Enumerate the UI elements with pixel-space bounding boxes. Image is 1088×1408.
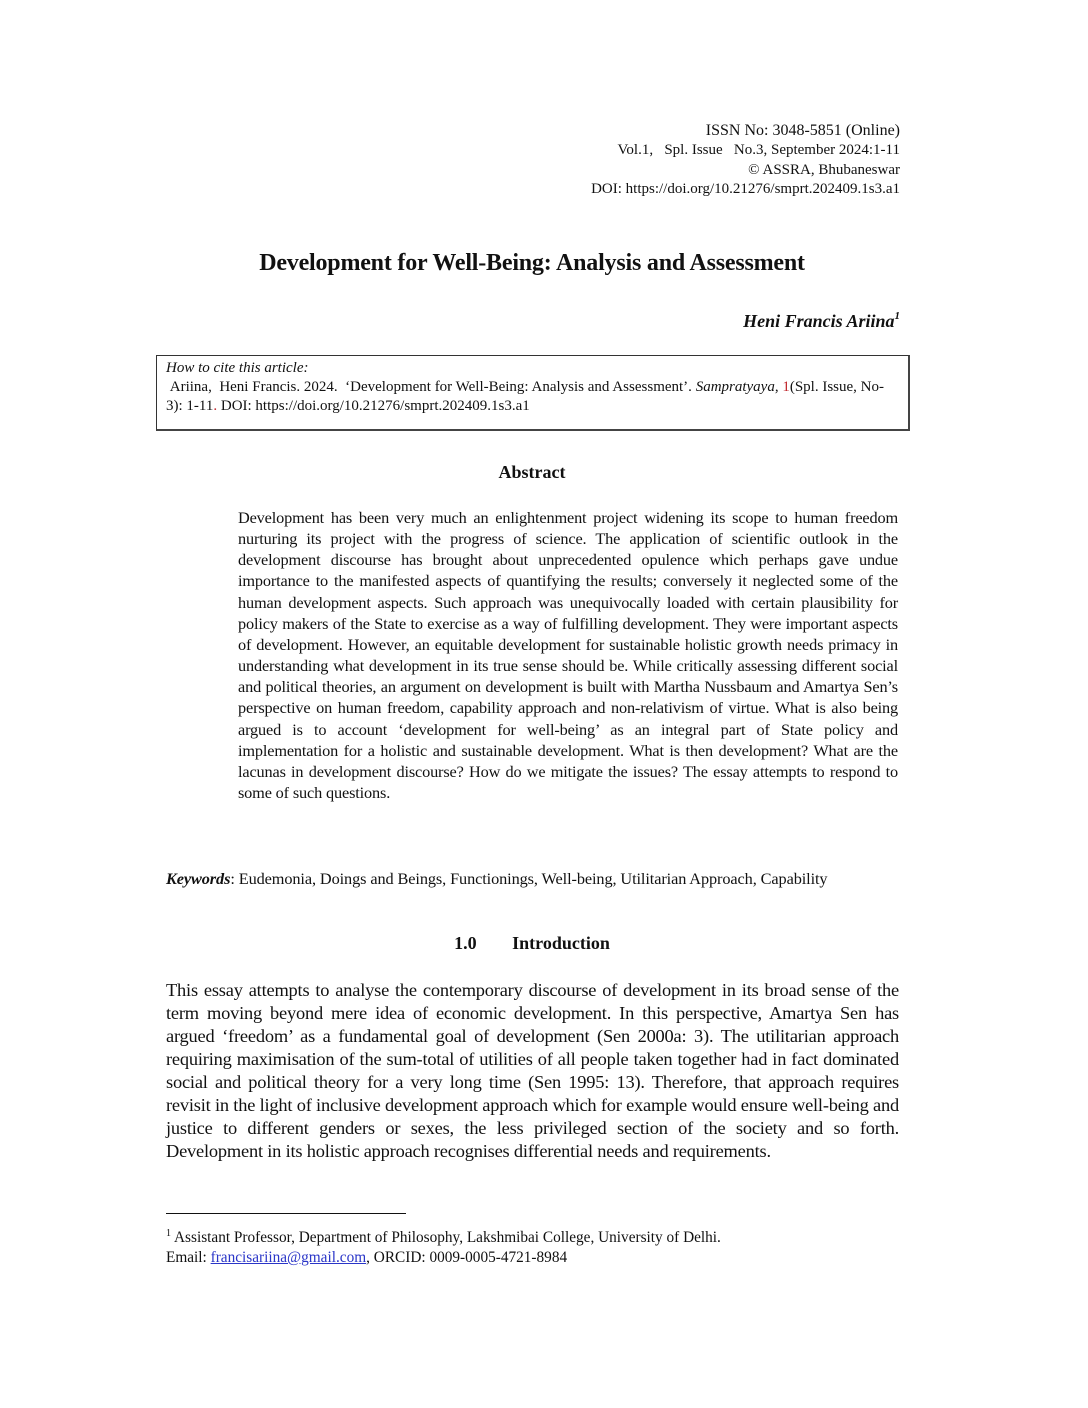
orcid: , ORCID: 0009-0005-4721-8984 [366, 1249, 568, 1266]
citation-box [156, 355, 910, 431]
citation-doi: DOI: https://doi.org/10.21276/smprt.202409.1s3.a1 [217, 398, 530, 414]
email-link[interactable]: francisariina@gmail.com [210, 1249, 367, 1266]
footnote [166, 1224, 906, 1268]
citation-journal: Sampratyaya [695, 379, 775, 395]
footnote-contact-line [166, 1248, 906, 1268]
citation-authors-title: Ariina, Heni Francis. 2024. ‘Development for Well-Being: Analysis and Assessment’. [166, 379, 696, 395]
citation-red-period: . [213, 398, 218, 414]
citation-comma: , [774, 379, 783, 395]
introduction-body: This essay attempts to analyse the contemporary discourse of development in its broad sense of the term moving beyond mere idea of economic development. In this perspective, Amartya Sen has argued ‘freedom’ as a fundamental goal of development (Sen 2000a: 3). The utilitarian approach requiring maximisation of the sum-total of utilities of all people taken together had in fact dominated social and political theory for a very long time (Sen 1995: 13). Therefore, that approach requires revisit in the light of inclusive development approach which for example would ensure well-being and justice to different genders or sexes, the less privileged section of the society and so forth. Development in its holistic approach recognises differential needs and requirements. [166, 980, 899, 1161]
author-footnote-marker[interactable]: 1 [894, 310, 900, 322]
volume-issue: Vol.1, Spl. Issue No.3, September 2024:1-11 [617, 142, 900, 158]
footnote-affiliation-line [166, 1224, 906, 1248]
publisher: © ASSRA, Bhubaneswar [748, 161, 900, 178]
keywords [166, 868, 899, 890]
keywords-list: Eudemonia, Doings and Beings, Functionings, Well-being, Utilitarian Approach, Capability [238, 869, 828, 888]
issn: ISSN No: 3048-5851 (Online) [705, 122, 900, 139]
citation-volume: 1 [782, 379, 790, 395]
section-title: Introduction [512, 933, 610, 953]
footnote-marker: 1 [166, 1228, 171, 1239]
author-name: Heni Francis Ariina [743, 311, 895, 331]
journal-meta [591, 121, 900, 200]
author [743, 310, 900, 332]
footnote-affiliation: Assistant Professor, Department of Philosophy, Lakshmibai College, University of Delhi. [174, 1229, 721, 1246]
section-heading-introduction [0, 933, 1064, 954]
citation-issue-pages: (Spl. Issue, No-3): 1-11 [166, 379, 885, 414]
abstract-body: Development has been very much an enlightenment project widening its scope to human freedom nurturing its project with the progress of science. The application of scientific outlook in the development discourse has brought about unprecedented opulence which perhaps gave undue importance to the manifested aspects of quantifying the results; conversely it neglected some of the human development aspects. Such approach was unequivocally loaded with certain plausibility for policy makers of the State to exercise as a way of fulfilling development. They were important aspects of development. However, an equitable development for sustainable holistic growth needs primacy in understanding what development in its true sense should be. While critically assessing different social and political theories, an argument on development is built with Martha Nussbaum and Amartya Sen’s perspective on human freedom, capability approach and non-relativism of virtue. What is also being argued is to account ‘development for well-being’ as an integral part of State policy and implementation for a holistic and sustainable development. What is then development? What are the lacunas in development discourse? How do we mitigate the issues? The essay attempts to respond to some of such questions. [238, 508, 898, 803]
keywords-label: Keywords [166, 869, 231, 888]
citation-label: How to cite this article: [166, 360, 309, 376]
email-label: Email: [166, 1249, 211, 1266]
citation-text [166, 378, 900, 416]
section-number: 1.0 [454, 933, 477, 953]
abstract-heading: Abstract [498, 462, 566, 482]
footnote-divider [166, 1213, 406, 1214]
paper-title: Development for Well-Being: Analysis and Assessment [259, 250, 805, 276]
header-doi: DOI: https://doi.org/10.21276/smprt.202409.1s3.a1 [591, 181, 900, 197]
keywords-separator: : [230, 869, 239, 888]
